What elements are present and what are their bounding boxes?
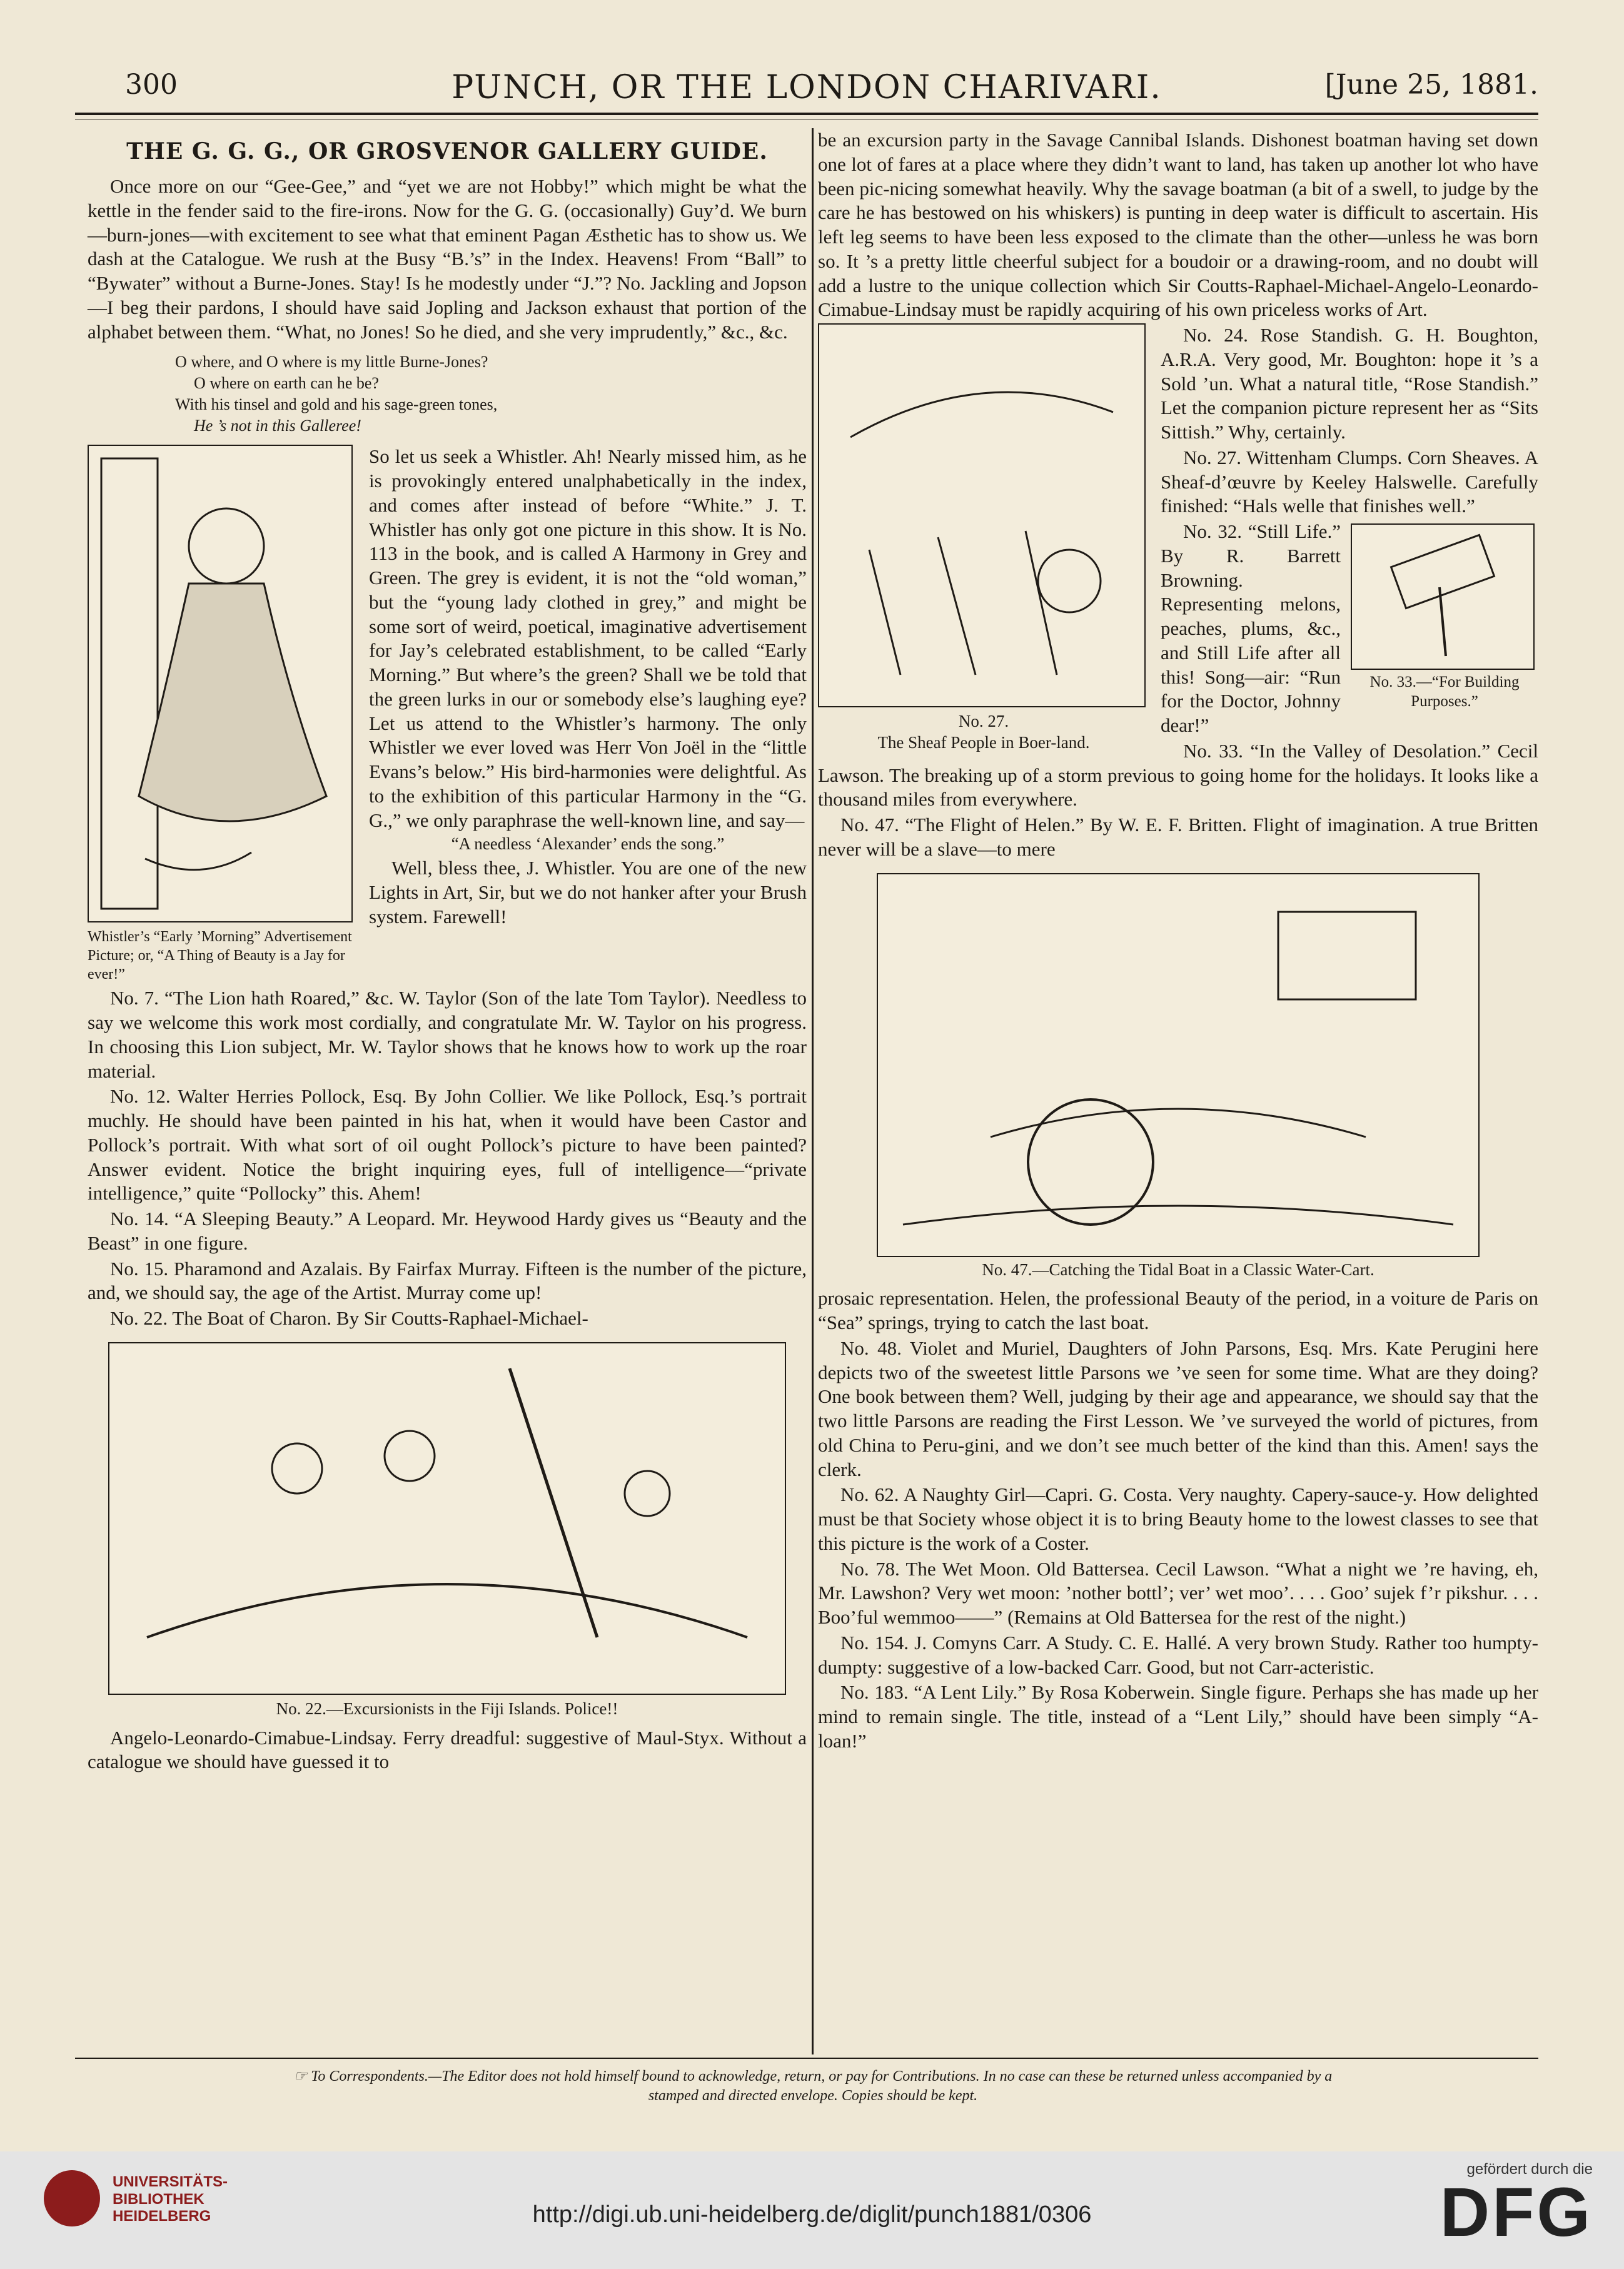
notice-line: stamped and directed envelope. Copies should be kept. [648, 2088, 978, 2105]
cart-illustration [877, 873, 1480, 1257]
quote-line: “A needless ‘Alexander’ ends the song.” [451, 834, 725, 854]
verse-line: O where, and O where is my little Burne-Jones? [175, 353, 488, 371]
paragraph: No. 48. Violet and Muriel, Daughters of John Parsons, Esq. Mrs. Kate Perugini here depicts two of the sweetest little Parsons we ’ve seen for some time. What are they doing? One book between them? Well, judging by their age and appearance, we should say that the two little Parsons are reading the First Lesson. We ’ve surveyed the world of pictures, from old China to Peru-gini, and we don’t see much better of the kind than this. Amen! says the clerk. [818, 1337, 1538, 1480]
charon-illustration [108, 1342, 786, 1695]
library-name-line: UNIVERSITÄTS- [113, 2173, 228, 2190]
masthead-title: PUNCH, OR THE LONDON CHARIVARI. [451, 69, 1162, 106]
issue-date: [June 25, 1881. [1324, 69, 1538, 101]
dfg-logo: DFG [1440, 2174, 1593, 2251]
signboard-sketch-icon [1352, 525, 1533, 669]
paragraph: Once more on our “Gee-Gee,” and “yet we are not Hobby!” which might be what the kettle in the fender said to the fire-irons. Now for the G. G. (occasionally) Guy’d. We burn—burn-jones—with excitement to see what that eminent Pagan Æsthetic has to show us. We dash at the Catalogue. We rush at the Busy “B.’s” in the Index. Heavens! From “Ball” to “Bywater” without a Burne-Jones. Stay! Is he modestly under “J.”? No. Jackling and Jopson—I beg their pardons, I should have said Jopling and Jackson exhaust that portion of the alphabet between them. “What, no Jones! So he died, and she very imprudently,” &c., &c. [88, 175, 807, 343]
right-column [818, 128, 1538, 1755]
left-column [88, 138, 807, 1776]
sheaf-caption-line: The Sheaf People in Boer-land. [877, 732, 1090, 752]
whistler-illustration [88, 445, 353, 922]
paragraph: Well, bless thee, J. Whistler. You are one of the new Lights in Art, Sir, but we do not hanker after your Brush system. Farewell! [369, 857, 807, 927]
column-divider [812, 128, 814, 2054]
whistler-caption: Whistler’s “Early ’Morning” Advertisement Picture; or, “A Thing of Beauty is a Jay for ever!” [88, 929, 352, 983]
sheaf-sketch-icon [819, 325, 1144, 706]
verse-line: With his tinsel and gold and his sage-green tones, [175, 395, 498, 413]
sheaf-caption [818, 711, 1149, 754]
paragraph: No. 33. “In the Valley of Desolation.” Cecil Lawson. The breaking up of a storm previous to going home for the holidays. It looks like a thousand miles from everywhere. [818, 739, 1538, 811]
paragraph: No. 47. “The Flight of Helen.” By W. E. F. Britten. Flight of imagination. A true Britten never will be a slave—to mere [818, 814, 1538, 860]
library-name-line: BIBLIOTHEK [113, 2190, 204, 2208]
boat-sketch-icon [109, 1343, 785, 1694]
sheaf-illustration [818, 323, 1146, 707]
footer-rule [75, 2058, 1538, 2059]
lady-sketch-icon [89, 446, 351, 921]
paragraph: No. 62. A Naughty Girl—Capri. G. Costa. Very naughty. Capery-sauce-y. How delighted must be that Society whose object it is to bring Beauty home to the lowest classes to see that this picture is the work of a Coster. [818, 1483, 1538, 1554]
header-rule [75, 113, 1538, 115]
paragraph: No. 183. “A Lent Lily.” By Rosa Koberwein. Single figure. Perhaps she has made up her mind to remain single. The title, instead of a “Lent Lily,” should have been simply “A-loan!” [818, 1681, 1538, 1752]
source-url-link[interactable]: http://digi.ub.uni-heidelberg.de/diglit/punch1881/0306 [532, 2201, 1092, 2228]
paragraph: No. 22. The Boat of Charon. By Sir Coutts-Raphael-Michael- [110, 1307, 588, 1330]
paragraph: No. 14. “A Sleeping Beauty.” A Leopard. Mr. Heywood Hardy gives us “Beauty and the Beast” in one figure. [88, 1208, 807, 1254]
paragraph: No. 78. The Wet Moon. Old Battersea. Cecil Lawson. “What a night we ’re having, eh, Mr. Lawshon? Very wet moon: ’nother bottl’; ver’ wet moo’. . . . Goo’ sujek f’r pikshur. . . . Boo’ful wemmoo——” (Remains at Old Battersea for the rest of the night.) [818, 1557, 1538, 1628]
library-name-line: HEIDELBERG [113, 2208, 211, 2225]
funding-label: gefördert durch die [1466, 2161, 1593, 2178]
notice-line: ☞ To Correspondents.—The Editor does not hold himself bound to acknowledge, return, or pay for Contributions. In no case can these be returned unless accompanied by a [293, 2068, 1333, 2085]
paragraph: No. 15. Pharamond and Azalais. By Fairfax Murray. Fifteen is the number of the picture, and, we should say, the age of the Artist. Murray come up! [88, 1257, 807, 1304]
page-number: 300 [125, 69, 178, 101]
charon-caption: No. 22.—Excursionists in the Fiji Islands. Police!! [276, 1699, 618, 1718]
verse-line: He ’s not in this Galleree! [194, 416, 361, 435]
verse-line: O where on earth can he be? [194, 374, 379, 393]
paragraph: No. 32. “Still Life.” By R. Barrett Browning. Representing melons, peaches, plums, &c., and Still Life after all this! Song—air: “Run for the Doctor, Johnny dear!” [1161, 520, 1341, 736]
article-heading: THE G. G. G., OR GROSVENOR GALLERY GUIDE. [126, 138, 768, 164]
digitization-band [0, 2151, 1624, 2269]
paragraph: No. 7. “The Lion hath Roared,” &c. W. Taylor (Son of the late Tom Taylor). Needless to say we welcome this work most cordially, and congratulate Mr. W. Taylor on his progress. In choosing this Lion subject, Mr. W. Taylor shows that he knows how to work up the roar material. [88, 987, 807, 1082]
paragraph: So let us seek a Whistler. Ah! Nearly missed him, as he is provokingly entered unalphabetically in the index, and comes after instead of before “White.” J. T. Whistler has only got one picture in this show. It is No. 113 in the book, and is called A Harmony in Grey and Green. The grey is evident, it is not the “old woman,” but the “young lady clothed in grey,” and might be some sort of weird, poetical, imaginative advertisement for Jay’s celebrated establishment, to be called “Early Morning.” But where’s the green? Shall we be told that the green lurks in our or somebody else’s laughing eye? Let us attend to the Whistler’s harmony. The only Whistler we ever loved was Herr Von Joël in the “little Evans’s below.” His bird-harmonies were delightful. As to the exhibition of this particular Harmony in the “G. G.,” we only paraphrase the well-known line, and say— [369, 445, 807, 831]
page-header [75, 63, 1538, 113]
funding-logo [1405, 2161, 1593, 2251]
building-figure [1351, 523, 1538, 712]
sheaf-caption-line: No. 27. [958, 712, 1009, 730]
paragraph: No. 154. J. Comyns Carr. A Study. C. E. Hallé. A very brown Study. Rather too humpty-dumpty: suggestive of a low-backed Carr. Good, but not Carr-acteristic. [818, 1631, 1538, 1678]
whistler-figure [88, 445, 356, 984]
building-illustration [1351, 523, 1535, 670]
paragraph: prosaic representation. Helen, the professional Beauty of the period, in a voiture de Paris on “Sea” springs, trying to catch the last boat. [818, 1287, 1538, 1333]
correspondents-notice [94, 2067, 1532, 2106]
paragraph: No. 12. Walter Herries Pollock, Esq. By John Collier. We like Pollock, Esq.’s portrait muchly. He should have been painted in his hat, when it would have been Castor and Pollock’s portrait. With what sort of oil ought Pollock’s picture to have been painted? Answer evident. Notice the bright inquiring eyes, full of intelligence—“private intelligence,” quite “Pollocky” this. Ahem! [88, 1085, 807, 1205]
paragraph: No. 24. Rose Standish. G. H. Boughton, A.R.A. Very good, Mr. Boughton: hope it ’s a Sold ’un. What a natural title, “Rose Standish.” Let the companion picture represent her as “Sits Sittish.” Why, certainly. [1161, 324, 1538, 443]
verse [175, 351, 807, 436]
paragraph: No. 27. Wittenham Clumps. Corn Sheaves. A Sheaf-d’œuvre by Keeley Halswelle. Carefully finished: “Hals welle that finishes well.” [1161, 446, 1538, 517]
cart-sketch-icon [878, 874, 1478, 1256]
cart-caption: No. 47.—Catching the Tidal Boat in a Classic Water-Cart. [982, 1260, 1374, 1279]
paragraph: Angelo-Leonardo-Cimabue-Lindsay. Ferry dreadful: suggestive of Maul-Styx. Without a catalogue we should have guessed it to [88, 1726, 807, 1773]
sheaf-figure [818, 323, 1149, 754]
building-caption: No. 33.—“For Building Purposes.” [1369, 674, 1520, 710]
paragraph: be an excursion party in the Savage Cannibal Islands. Dishonest boatman having set down one lot of fares at a place where they didn’t want to land, has taken up another lot who have been pic-nicing somewhat heavily. Why the savage boatman (a bit of a swell, to judge by the care he has bestowed on his whiskers) is punting in deep water is difficult to ascertain. His left leg seems to have been less exposed to the climate than the other—unless he was born so. It ’s a pretty little cheerful subject for a boudoir or a drawing-room, and no doubt will add a lustre to the unique collection which Sir Coutts-Raphael-Michael-Angelo-Leonardo-Cimabue-Lindsay must be rapidly acquiring of his own priceless works of Art. [818, 129, 1538, 321]
